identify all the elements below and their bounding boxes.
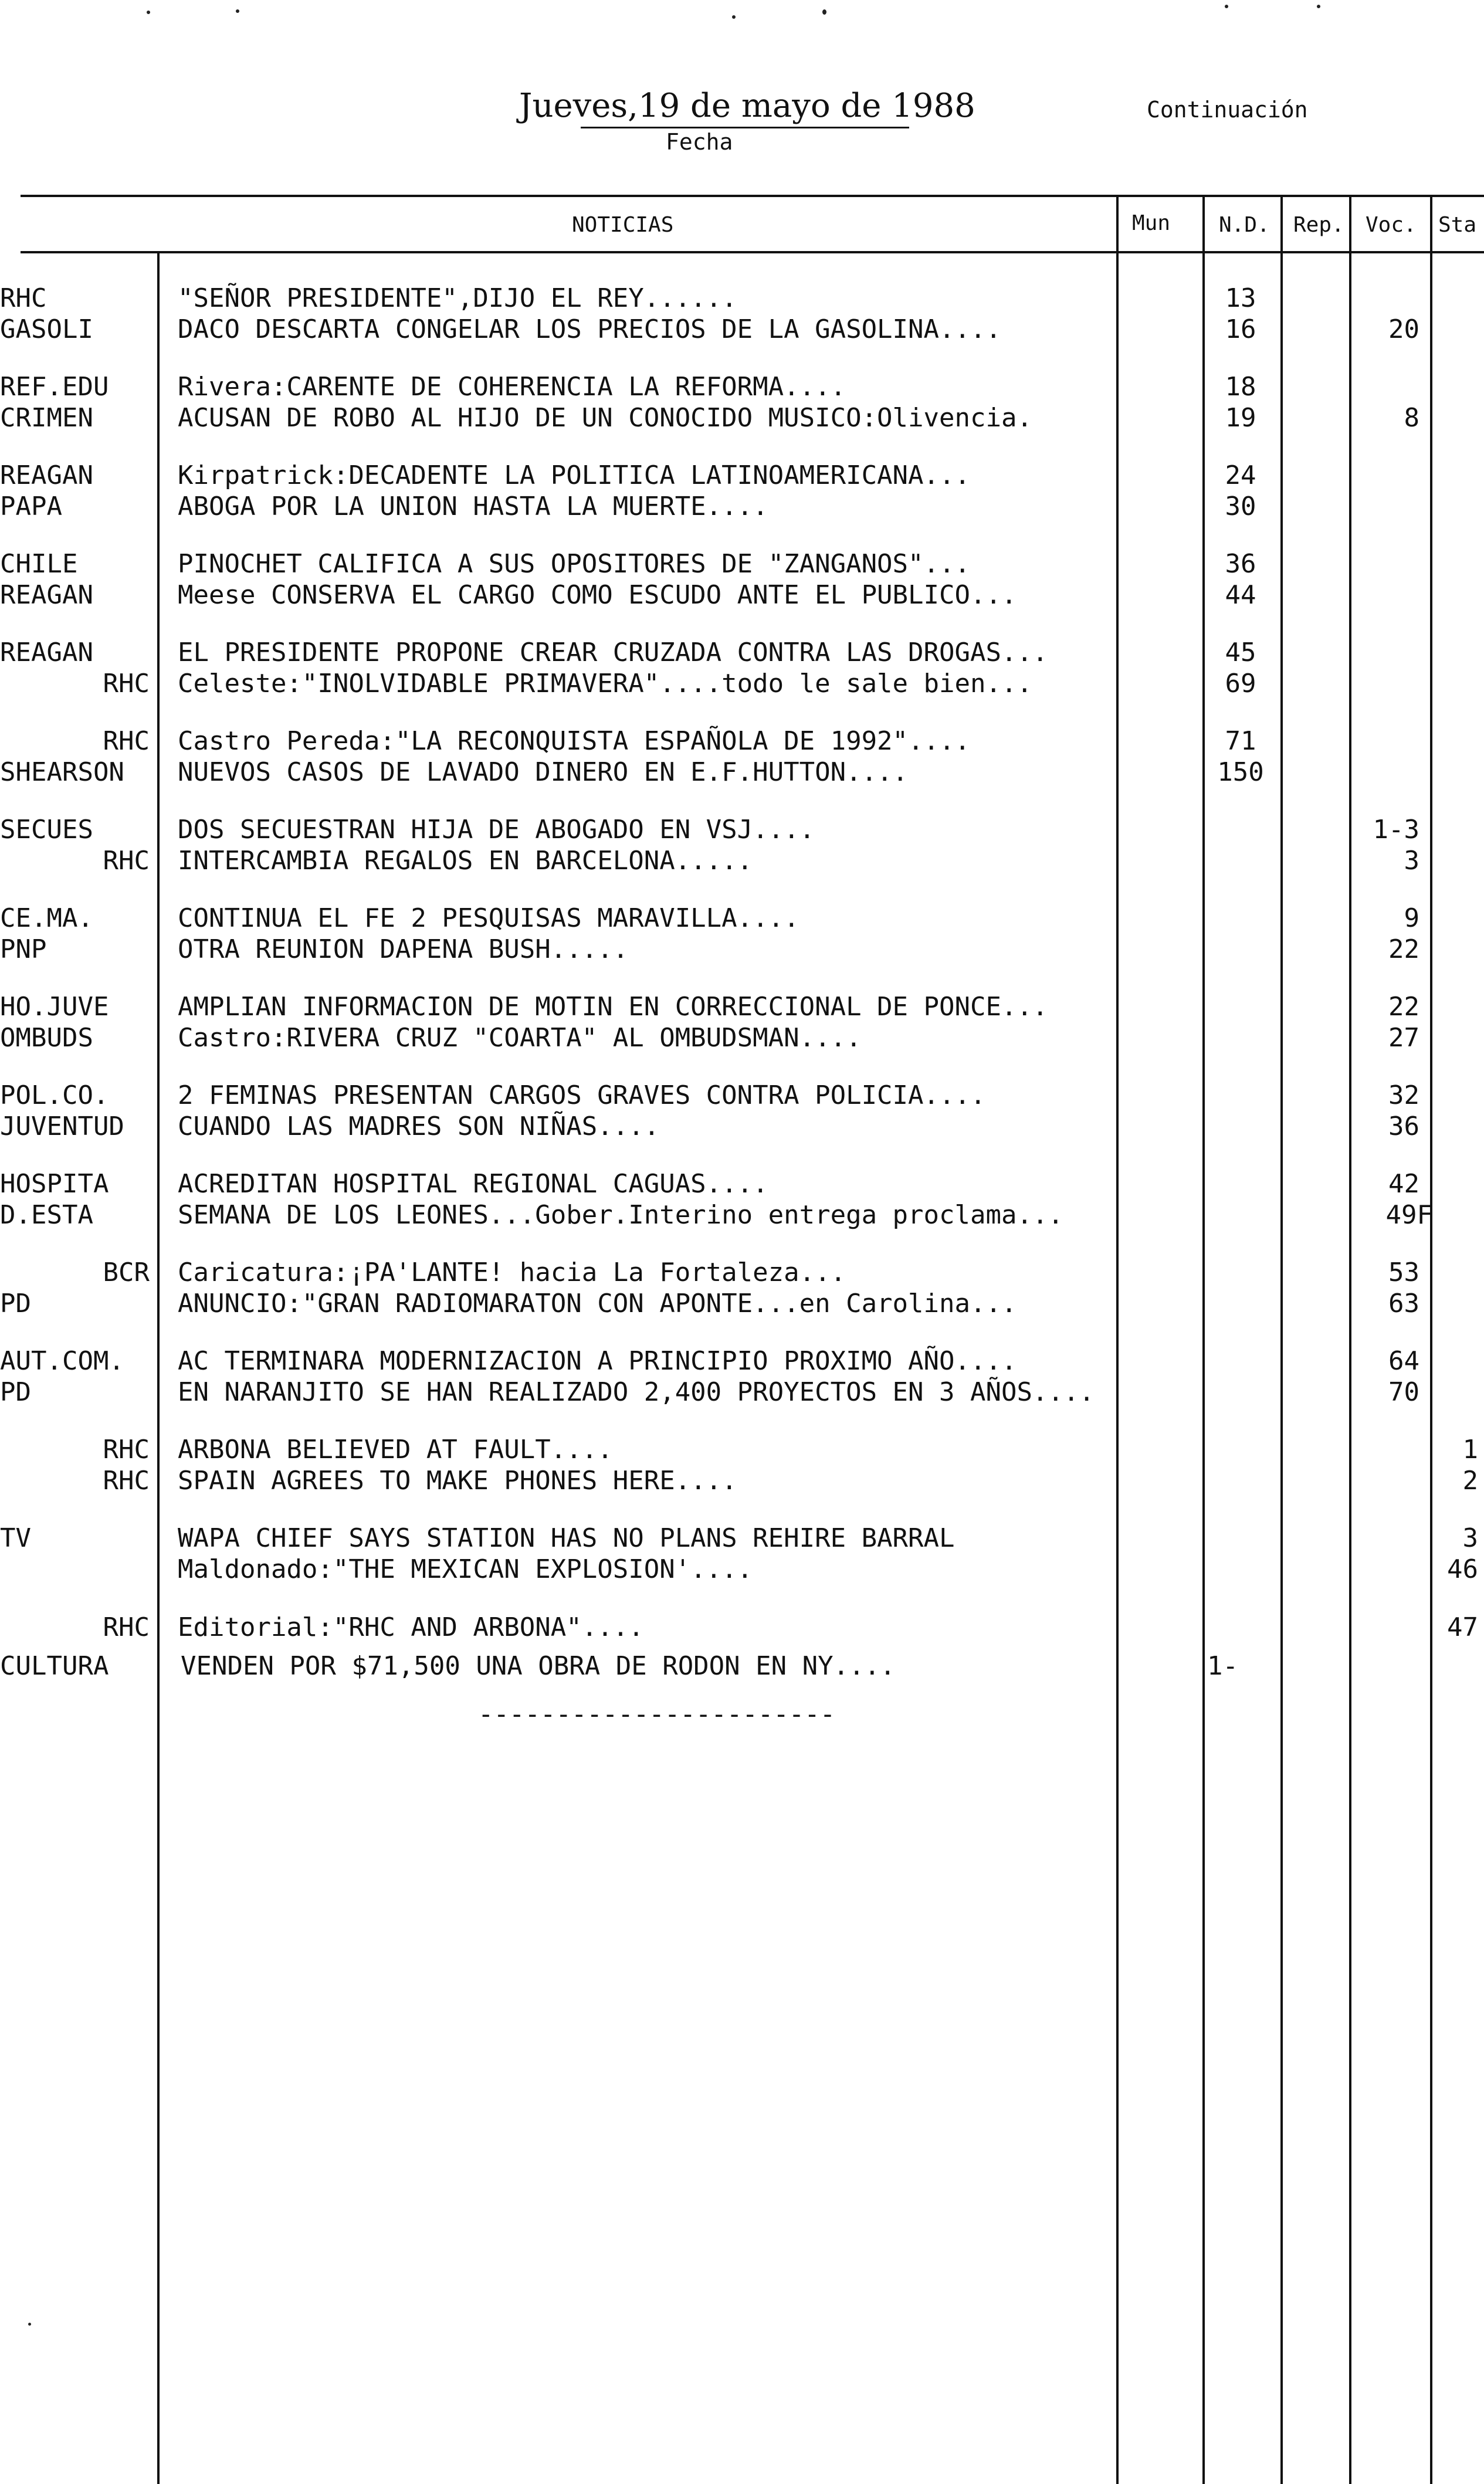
row-nd-value: 44: [1225, 580, 1256, 610]
row-category: RHC: [103, 669, 150, 699]
row-headline: ANUNCIO:"GRAN RADIOMARATON CON APONTE...en Carolina...: [178, 1289, 1017, 1319]
date-underline: [581, 127, 909, 128]
row-headline: Caricatura:¡PA'LANTE! hacia La Fortaleza...: [178, 1258, 846, 1287]
row-category: CHILE: [0, 549, 78, 579]
row-nd-value: 71: [1225, 726, 1256, 756]
row-headline: ARBONA BELIEVED AT FAULT....: [178, 1435, 613, 1465]
row-sta-value: 3: [1462, 1523, 1478, 1553]
row-headline: OTRA REUNION DAPENA BUSH.....: [178, 934, 629, 964]
row-nd-value: 30: [1225, 492, 1256, 521]
row-nd-value: 150: [1217, 757, 1264, 787]
row-category: PD: [0, 1377, 31, 1407]
row-voc-value: 27: [1388, 1023, 1419, 1053]
row-sta-value: 47: [1447, 1612, 1478, 1642]
row-headline: "SEÑOR PRESIDENTE",DIJO EL REY......: [178, 283, 737, 313]
row-headline: SEMANA DE LOS LEONES...Gober.Interino entrega proclama...: [178, 1200, 1063, 1230]
row-category: RHC: [103, 1612, 150, 1642]
row-category: POL.CO.: [0, 1080, 109, 1110]
scan-speck: [1317, 5, 1320, 8]
row-nd-value: 13: [1225, 283, 1256, 313]
row-category: TV: [0, 1523, 31, 1553]
row-voc-value: 32: [1388, 1080, 1419, 1110]
row-nd-value: 19: [1225, 403, 1256, 433]
row-nd-value: 18: [1225, 372, 1256, 402]
continuacion-label: Continuación: [1147, 97, 1308, 123]
scan-speck: [147, 11, 150, 14]
row-sta-value: 1: [1462, 1435, 1478, 1465]
scan-speck: [822, 9, 826, 15]
column-header-mun: Mun: [1132, 211, 1171, 235]
end-dashed-rule: -----------------------: [478, 1699, 836, 1729]
row-nd-value: 24: [1225, 460, 1256, 490]
row-headline: Meese CONSERVA EL CARGO COMO ESCUDO ANTE EL PUBLICO...: [178, 580, 1017, 610]
column-header-noticias: NOTICIAS: [572, 213, 674, 237]
row-headline: DOS SECUESTRAN HIJA DE ABOGADO EN VSJ....: [178, 815, 815, 845]
row-category: CULTURA: [0, 1651, 109, 1681]
row-headline: Kirpatrick:DECADENTE LA POLITICA LATINOAMERICANA...: [178, 460, 971, 490]
row-nd-value: 36: [1225, 549, 1256, 579]
row-category: HO.JUVE: [0, 992, 109, 1022]
row-category: RHC: [103, 1466, 150, 1496]
row-headline: WAPA CHIEF SAYS STATION HAS NO PLANS REHIRE BARRAL: [178, 1523, 955, 1553]
column-rule-mun: [1116, 195, 1119, 2484]
row-nd-value: 45: [1225, 638, 1256, 667]
row-headline: Editorial:"RHC AND ARBONA"....: [178, 1612, 644, 1642]
row-nd-value: 69: [1225, 669, 1256, 699]
row-voc-value: 63: [1388, 1289, 1419, 1319]
row-voc-value: 1-3: [1373, 815, 1419, 845]
row-category: REAGAN: [0, 638, 93, 667]
column-rule-nd: [1202, 195, 1205, 2484]
row-voc-value: 20: [1388, 314, 1419, 344]
column-rule-category: [157, 251, 160, 2484]
row-headline: AC TERMINARA MODERNIZACION A PRINCIPIO PROXIMO AÑO....: [178, 1346, 1017, 1376]
table-header-rule: [21, 251, 1484, 253]
row-headline: CUANDO LAS MADRES SON NIÑAS....: [178, 1111, 660, 1141]
row-category: JUVENTUD: [0, 1111, 124, 1141]
row-category: REAGAN: [0, 580, 93, 610]
fecha-label: Fecha: [666, 129, 733, 155]
scan-speck: [1225, 5, 1228, 8]
column-rule-voc: [1349, 195, 1351, 2484]
date-heading: Jueves,19 de mayo de 1988: [519, 87, 975, 125]
row-nd-value: 1-: [1207, 1651, 1238, 1681]
row-headline: ABOGA POR LA UNION HASTA LA MUERTE....: [178, 492, 768, 521]
row-category: SHEARSON: [0, 757, 124, 787]
row-category: CRIMEN: [0, 403, 93, 433]
row-category: AUT.COM.: [0, 1346, 124, 1376]
column-header-rep: Rep.: [1293, 213, 1344, 237]
row-category: SECUES: [0, 815, 93, 845]
row-category: RHC: [103, 846, 150, 876]
row-category: OMBUDS: [0, 1023, 93, 1053]
row-voc-value: 49F: [1385, 1200, 1432, 1230]
row-headline: AMPLIAN INFORMACION DE MOTIN EN CORRECCIONAL DE PONCE...: [178, 992, 1048, 1022]
scan-speck: [28, 2323, 31, 2326]
row-nd-value: 16: [1225, 314, 1256, 344]
row-headline: SPAIN AGREES TO MAKE PHONES HERE....: [178, 1466, 737, 1496]
scan-speck: [236, 9, 239, 13]
row-headline: EL PRESIDENTE PROPONE CREAR CRUZADA CONTRA LAS DROGAS...: [178, 638, 1048, 667]
row-category: REAGAN: [0, 460, 93, 490]
row-headline: ACUSAN DE ROBO AL HIJO DE UN CONOCIDO MUSICO:Olivencia.: [178, 403, 1032, 433]
column-header-sta: Sta: [1438, 213, 1477, 237]
row-headline: NUEVOS CASOS DE LAVADO DINERO EN E.F.HUTTON....: [178, 757, 909, 787]
row-headline: INTERCAMBIA REGALOS EN BARCELONA.....: [178, 846, 753, 876]
row-headline: Rivera:CARENTE DE COHERENCIA LA REFORMA....: [178, 372, 846, 402]
row-voc-value: 36: [1388, 1111, 1419, 1141]
row-category: PAPA: [0, 492, 62, 521]
row-voc-value: 22: [1388, 934, 1419, 964]
row-voc-value: 53: [1388, 1258, 1419, 1287]
row-headline: Maldonado:"THE MEXICAN EXPLOSION'....: [178, 1554, 753, 1584]
row-voc-value: 70: [1388, 1377, 1419, 1407]
row-category: GASOLI: [0, 314, 93, 344]
row-category: BCR: [103, 1258, 150, 1287]
scan-speck: [732, 15, 736, 19]
row-category: RHC: [103, 726, 150, 756]
row-category: D.ESTA: [0, 1200, 93, 1230]
row-headline: CONTINUA EL FE 2 PESQUISAS MARAVILLA....: [178, 903, 799, 933]
row-sta-value: 2: [1462, 1466, 1478, 1496]
row-category: CE.MA.: [0, 903, 93, 933]
column-header-voc: Voc.: [1366, 213, 1417, 237]
row-headline: Celeste:"INOLVIDABLE PRIMAVERA"....todo le sale bien...: [178, 669, 1032, 699]
row-category: RHC: [0, 283, 47, 313]
column-header-nd: N.D.: [1219, 213, 1270, 237]
row-headline: PINOCHET CALIFICA A SUS OPOSITORES DE "ZANGANOS"...: [178, 549, 971, 579]
row-sta-value: 46: [1447, 1554, 1478, 1584]
row-headline: EN NARANJITO SE HAN REALIZADO 2,400 PROYECTOS EN 3 AÑOS....: [178, 1377, 1095, 1407]
row-category: PD: [0, 1289, 31, 1319]
row-voc-value: 42: [1388, 1169, 1419, 1199]
row-headline: 2 FEMINAS PRESENTAN CARGOS GRAVES CONTRA POLICIA....: [178, 1080, 986, 1110]
row-voc-value: 3: [1404, 846, 1419, 876]
row-headline: ACREDITAN HOSPITAL REGIONAL CAGUAS....: [178, 1169, 768, 1199]
row-category: REF.EDU: [0, 372, 109, 402]
table-top-rule: [21, 195, 1484, 197]
row-category: HOSPITA: [0, 1169, 109, 1199]
row-category: PNP: [0, 934, 47, 964]
row-voc-value: 8: [1404, 403, 1419, 433]
row-headline: Castro Pereda:"LA RECONQUISTA ESPAÑOLA DE 1992"....: [178, 726, 971, 756]
column-rule-rep: [1280, 195, 1283, 2484]
row-headline: DACO DESCARTA CONGELAR LOS PRECIOS DE LA GASOLINA....: [178, 314, 1001, 344]
row-voc-value: 9: [1404, 903, 1419, 933]
row-voc-value: 64: [1388, 1346, 1419, 1376]
row-headline: VENDEN POR $71,500 UNA OBRA DE RODON EN NY....: [181, 1651, 896, 1681]
column-rule-sta: [1430, 195, 1432, 2484]
row-headline: Castro:RIVERA CRUZ "COARTA" AL OMBUDSMAN....: [178, 1023, 862, 1053]
row-voc-value: 22: [1388, 992, 1419, 1022]
row-category: RHC: [103, 1435, 150, 1465]
